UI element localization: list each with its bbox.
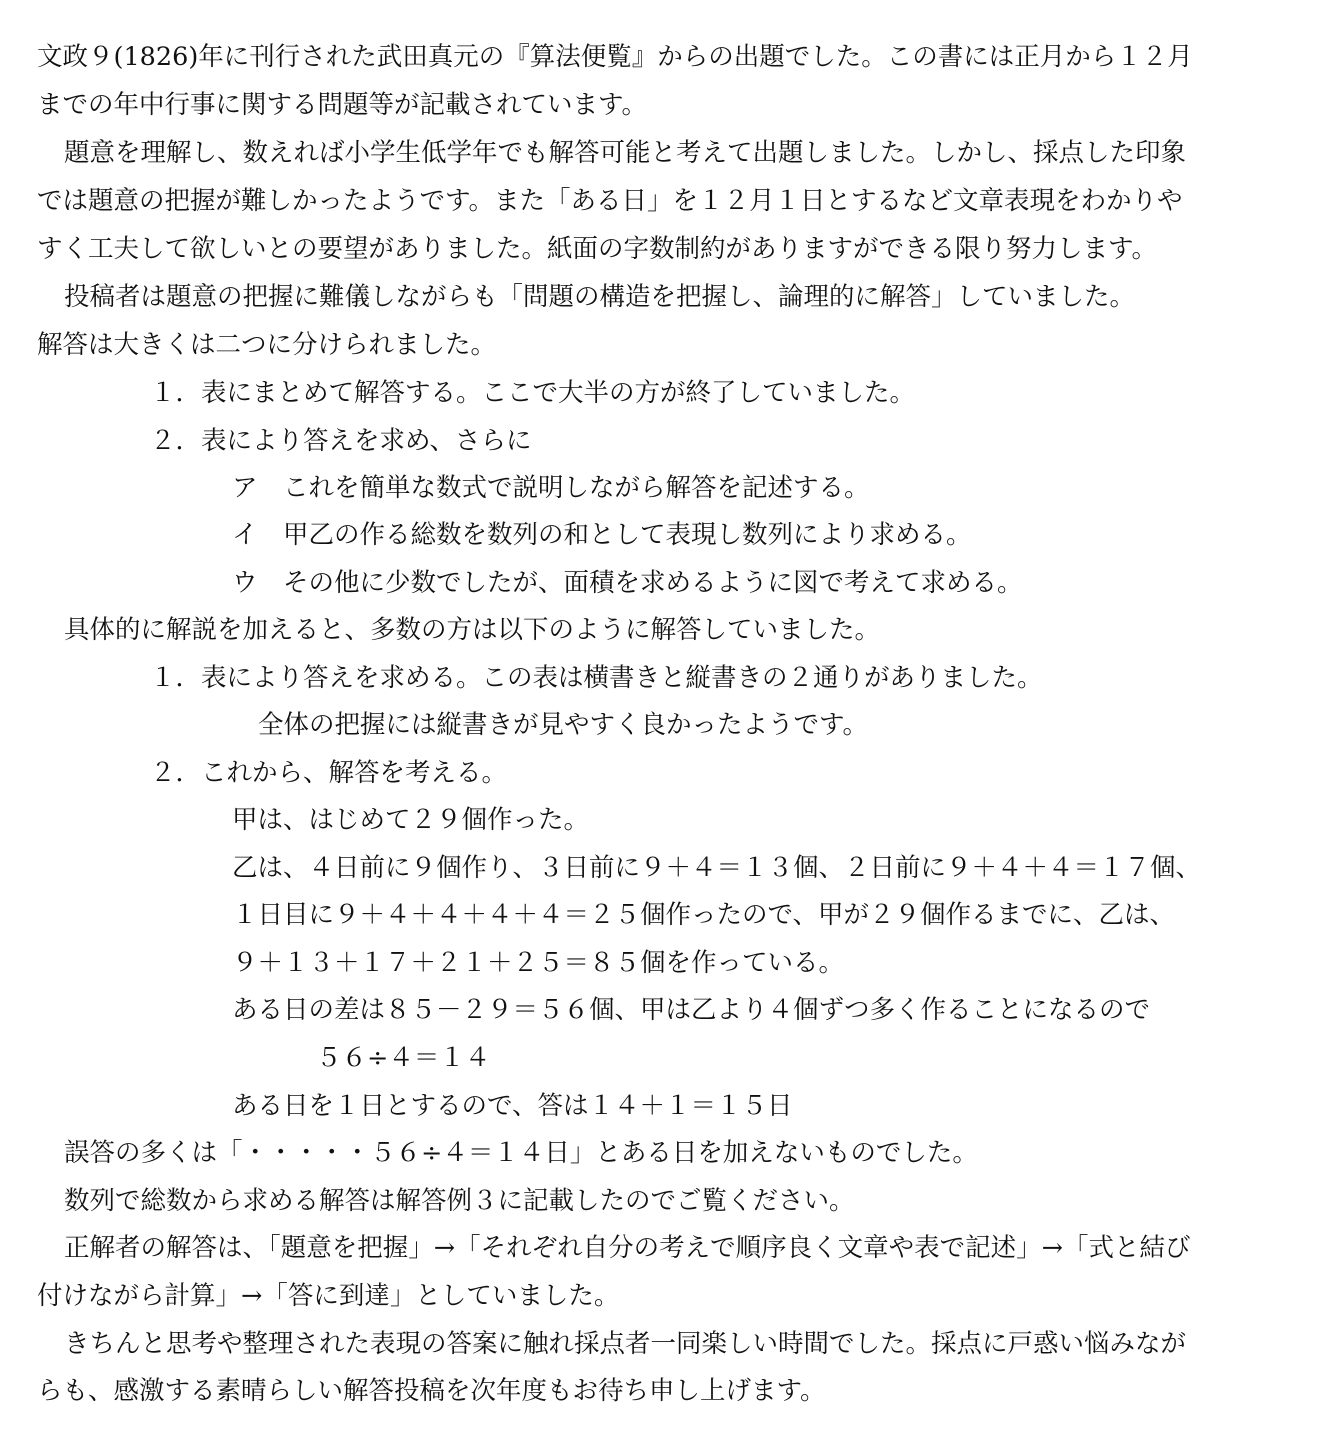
paragraph-submitters-line-1: 投稿者は題意の把握に難儀しながらも「問題の構造を把握し、論理的に解答」していました。 bbox=[64, 282, 1136, 312]
calculation-answer: ある日を１日とするので、答は１４＋１＝１５日 bbox=[232, 1091, 793, 1121]
paragraph-impression-line-2: では題意の把握が難しかったようです。また「ある日」を１２月１日とするなど文章表現をわかりや bbox=[37, 186, 1183, 216]
paragraph-impression-line-1: 題意を理解し、数えれば小学生低学年でも解答可能と考えて出題しました。しかし、採点した印象 bbox=[64, 138, 1187, 168]
calculation-line-3: １日目に９＋４＋４＋４＋４＝２５個作ったので、甲が２９個作るまでに、乙は、 bbox=[232, 900, 1175, 930]
paragraph-intro-line-1: 文政９(1826)年に刊行された武田真元の『算法便覧』からの出題でした。この書には正月から１２月 bbox=[37, 42, 1193, 72]
paragraph-correct-answers-line-2: 付けながら計算」→「答に到達」としていました。 bbox=[37, 1281, 620, 1311]
paragraph-intro-line-2: までの年中行事に関する問題等が記載されています。 bbox=[37, 90, 647, 120]
answer-subtype-u: ウ その他に少数でしたが、面積を求めるように図で考えて求める。 bbox=[232, 568, 1023, 598]
answer-type-item-1: １．表にまとめて解答する。ここで大半の方が終了していました。 bbox=[150, 378, 916, 408]
answer-subtype-a: ア これを簡単な数式で説明しながら解答を記述する。 bbox=[232, 473, 870, 503]
calculation-line-6: ５６÷４＝１４ bbox=[316, 1043, 491, 1073]
paragraph-correct-answers-line-1: 正解者の解答は、「題意を把握」→「それぞれ自分の考えで順序良く文章や表で記述」→「式と結び bbox=[64, 1233, 1191, 1263]
paragraph-submitters-line-2: 解答は大きくは二つに分けられました。 bbox=[37, 330, 497, 360]
paragraph-explanation-line-1: 具体的に解説を加えると、多数の方は以下のように解答していました。 bbox=[64, 615, 881, 645]
paragraph-impression-line-3: すく工夫して欲しいとの要望がありました。紙面の字数制約がありますができる限り努力します。 bbox=[37, 234, 1157, 264]
explanation-step-2: ２．これから、解答を考える。 bbox=[150, 758, 508, 788]
paragraph-wrong-answers: 誤答の多くは「・・・・・５６÷４＝１４日」とある日を加えないものでした。 bbox=[64, 1138, 978, 1168]
answer-subtype-i: イ 甲乙の作る総数を数列の和として表現し数列により求める。 bbox=[232, 520, 972, 550]
paragraph-closing-line-1: きちんと思考や整理された表現の答案に触れ採点者一同楽しい時間でした。採点に戸惑い悩みなが bbox=[64, 1329, 1187, 1359]
explanation-step-1-note: 全体の把握には縦書きが見やすく良かったようです。 bbox=[258, 710, 868, 740]
paragraph-sequence-reference: 数列で総数から求める解答は解答例３に記載したのでご覧ください。 bbox=[64, 1186, 855, 1216]
explanation-step-1: １．表により答えを求める。この表は横書きと縦書きの２通りがありました。 bbox=[150, 663, 1043, 693]
paragraph-closing-line-2: らも、感激する素晴らしい解答投稿を次年度もお待ち申し上げます。 bbox=[37, 1376, 826, 1406]
calculation-line-5: ある日の差は８５－２９＝５６個、甲は乙より４個ずつ多く作ることになるので bbox=[232, 995, 1151, 1025]
answer-type-item-2: ２．表により答えを求め、さらに bbox=[150, 426, 532, 456]
calculation-line-4: ９＋１３＋１７＋２１＋２５＝８５個を作っている。 bbox=[232, 948, 845, 978]
calculation-line-2: 乙は、４日前に９個作り、３日前に９＋４＝１３個、２日前に９＋４＋４＝１７個、 bbox=[232, 853, 1202, 883]
calculation-line-1: 甲は、はじめて２９個作った。 bbox=[232, 805, 590, 835]
